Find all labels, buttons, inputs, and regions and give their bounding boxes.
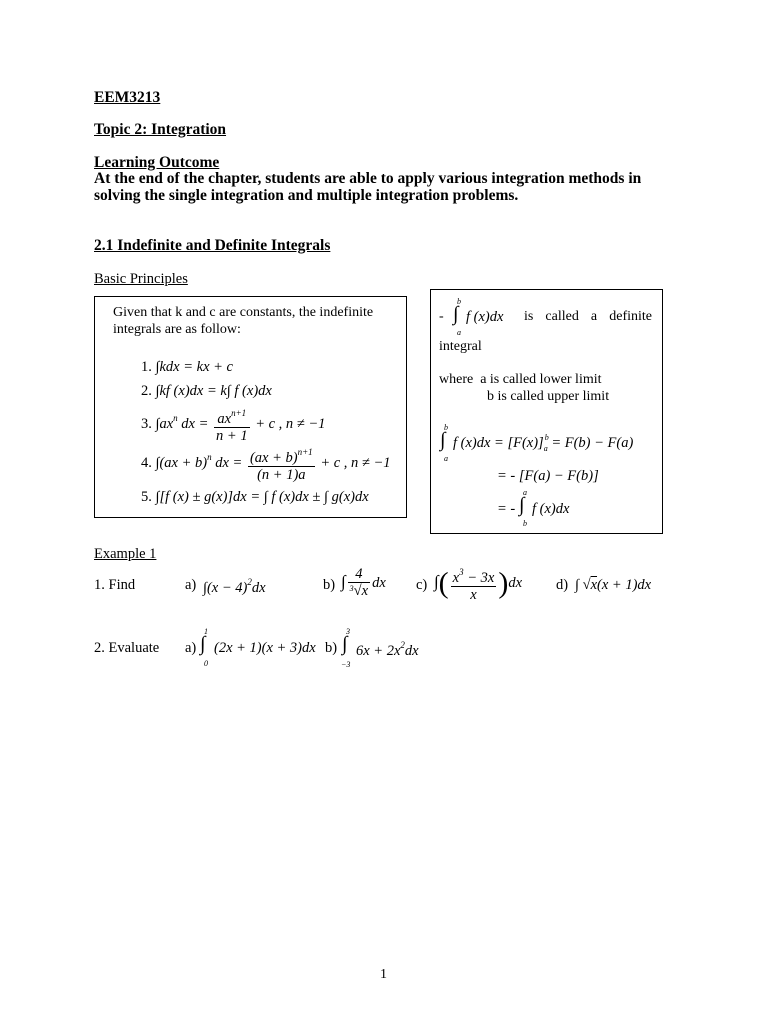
q1a-formula bbox=[203, 577, 266, 597]
q1c-label: c) bbox=[416, 577, 428, 593]
eq3-formula: f (x)dx bbox=[532, 501, 570, 517]
definite-integrals-box bbox=[430, 289, 663, 534]
rule-5-formula: ∫[f (x) ± g(x)]dx = ∫ f (x)dx ± ∫ g(x)dx bbox=[155, 489, 369, 505]
section-subheading: Basic Principles bbox=[94, 271, 188, 287]
q2a-formula: (2x + 1)(x + 3)dx bbox=[214, 640, 316, 656]
rule-4-num: (ax + b) bbox=[249, 450, 298, 466]
q2b-integral-sign: ∫ bbox=[342, 633, 348, 655]
eq3-prefix: = - bbox=[497, 501, 516, 517]
q1a-tail: dx bbox=[251, 580, 266, 596]
q1c-num-tail: − 3x bbox=[463, 570, 495, 586]
learning-outcome-heading: Learning Outcome bbox=[94, 154, 220, 171]
q2b-lower-limit: −3 bbox=[341, 660, 351, 669]
course-code: EEM3213 bbox=[94, 89, 161, 106]
rule-4-den: (n + 1)a bbox=[257, 467, 306, 483]
indefinite-integrals-box bbox=[94, 296, 407, 518]
eq2: = - [F(a) − F(b)] bbox=[497, 468, 599, 484]
rule-3-rhs: + c , n ≠ −1 bbox=[255, 415, 326, 432]
rule-4-rhs: + c , n ≠ −1 bbox=[320, 454, 391, 471]
q2b-upper-limit: 3 bbox=[346, 627, 350, 636]
q1a-main: ∫(x − 4) bbox=[203, 580, 248, 596]
rule-1-formula: ∫kdx = kx + c bbox=[155, 359, 233, 375]
rule-4-lhs2: dx = bbox=[211, 454, 243, 471]
def-text-line2: integral bbox=[439, 339, 482, 354]
topic-title: Topic 2: Integration bbox=[94, 121, 227, 138]
left-box-intro-line2: integrals are as follow: bbox=[113, 322, 241, 337]
eq3-upper-limit: a bbox=[523, 488, 527, 497]
eq1-bracket-sup: b bbox=[544, 433, 549, 442]
rule-1 bbox=[141, 359, 233, 376]
rule-4-fraction bbox=[248, 444, 315, 483]
q1d-tail: (x + 1)dx bbox=[597, 577, 652, 593]
q1b-tail: dx bbox=[372, 574, 386, 591]
eq1-lower-limit: a bbox=[444, 454, 448, 463]
q2a-label: a) bbox=[185, 640, 197, 656]
eq1-bracket-sub: a bbox=[543, 444, 548, 453]
q2b-exp: 2 bbox=[400, 640, 405, 650]
q1b-radicand: x bbox=[361, 583, 369, 599]
q1c-formula: ∫( $\frac{x^3 - 3x}{x}$ )dx bbox=[434, 564, 522, 603]
rule-3-lhs2: dx = bbox=[177, 415, 209, 432]
rule-1-number: 1. bbox=[141, 359, 152, 375]
q1c-num: x bbox=[452, 570, 460, 586]
q1b-label: b) bbox=[323, 577, 336, 593]
rule-3-fraction bbox=[214, 405, 250, 444]
def-formula: f (x)dx bbox=[466, 309, 504, 325]
eq1 bbox=[453, 435, 633, 452]
def-upper-limit: b bbox=[457, 297, 461, 306]
q1b-num: 4 bbox=[348, 566, 370, 583]
def-text: is called a definite bbox=[524, 309, 652, 324]
left-box-intro-line1: Given that k and c are constants, the indefinite bbox=[113, 305, 374, 320]
q2b-formula bbox=[356, 640, 419, 660]
section-title: 2.1 Indefinite and Definite Integrals bbox=[94, 237, 331, 254]
q2-label: 2. Evaluate bbox=[94, 640, 160, 656]
q1b-root-index: 3 bbox=[349, 584, 354, 593]
def-integral-sign: ∫ bbox=[453, 303, 459, 325]
q1c-num-exp: 3 bbox=[459, 567, 464, 577]
eq3-integral-sign: ∫ bbox=[519, 494, 525, 516]
rule-4-lhs: ∫(ax + b) bbox=[155, 454, 208, 471]
rule-3-num-exp: n+1 bbox=[231, 408, 247, 418]
page-number: 1 bbox=[380, 967, 387, 982]
rule-3-number: 3. bbox=[141, 415, 152, 432]
q1c-tail: dx bbox=[508, 574, 523, 591]
where-line2: b is called upper limit bbox=[487, 389, 610, 404]
q1d-formula: ∫ √x(x + 1)dx bbox=[575, 577, 652, 593]
q2b-label: b) bbox=[325, 640, 338, 656]
rule-4-num-exp: n+1 bbox=[297, 447, 313, 457]
rule-3-den: n + 1 bbox=[216, 428, 248, 444]
rule-4-exp: n bbox=[207, 451, 212, 462]
rule-3-exp: n bbox=[173, 412, 178, 423]
rule-2-number: 2. bbox=[141, 383, 152, 399]
q2a-lower-limit: 0 bbox=[204, 659, 208, 668]
q1a-exp: 2 bbox=[247, 577, 252, 587]
rule-4 bbox=[141, 444, 391, 483]
q1c-den: x bbox=[470, 587, 477, 603]
eq1-lhs: f (x)dx = [F(x)] bbox=[453, 435, 544, 451]
rule-5 bbox=[141, 489, 369, 506]
q1d-radicand: x bbox=[590, 577, 598, 593]
example-heading: Example 1 bbox=[94, 546, 157, 562]
q2a-upper-limit: 1 bbox=[204, 627, 208, 636]
q2a-integral-sign: ∫ bbox=[200, 633, 206, 655]
rule-3-num: ax bbox=[217, 411, 232, 427]
def-lower-limit: a bbox=[457, 328, 461, 337]
rule-2 bbox=[141, 383, 272, 400]
eq3-lower-limit: b bbox=[523, 519, 527, 528]
q2b-main: 6x + 2x bbox=[356, 643, 401, 659]
q1d-label: d) bbox=[556, 577, 569, 593]
q2b-tail: dx bbox=[404, 643, 419, 659]
right-box-dash: - bbox=[439, 309, 444, 324]
rule-3-lhs: ∫ax bbox=[155, 415, 174, 432]
learning-outcome-line2: solving the single integration and multiple integration problems. bbox=[94, 187, 519, 204]
q1-label: 1. Find bbox=[94, 577, 136, 593]
q1a-label: a) bbox=[185, 577, 197, 593]
rule-5-number: 5. bbox=[141, 489, 152, 505]
rule-2-formula: ∫kf (x)dx = k∫ f (x)dx bbox=[155, 383, 272, 399]
eq1-upper-limit: b bbox=[444, 423, 448, 432]
eq1-rhs: = F(b) − F(a) bbox=[547, 435, 634, 451]
q1b-formula: ∫ $\frac{4}{^3√x}$ dx bbox=[341, 566, 386, 599]
rule-4-number: 4. bbox=[141, 454, 152, 471]
rule-3 bbox=[141, 405, 325, 444]
learning-outcome-line1: At the end of the chapter, students are able to apply various integration methods in bbox=[94, 170, 642, 187]
eq1-integral-sign: ∫ bbox=[440, 429, 446, 451]
where-line1: where a is called lower limit bbox=[439, 372, 602, 387]
